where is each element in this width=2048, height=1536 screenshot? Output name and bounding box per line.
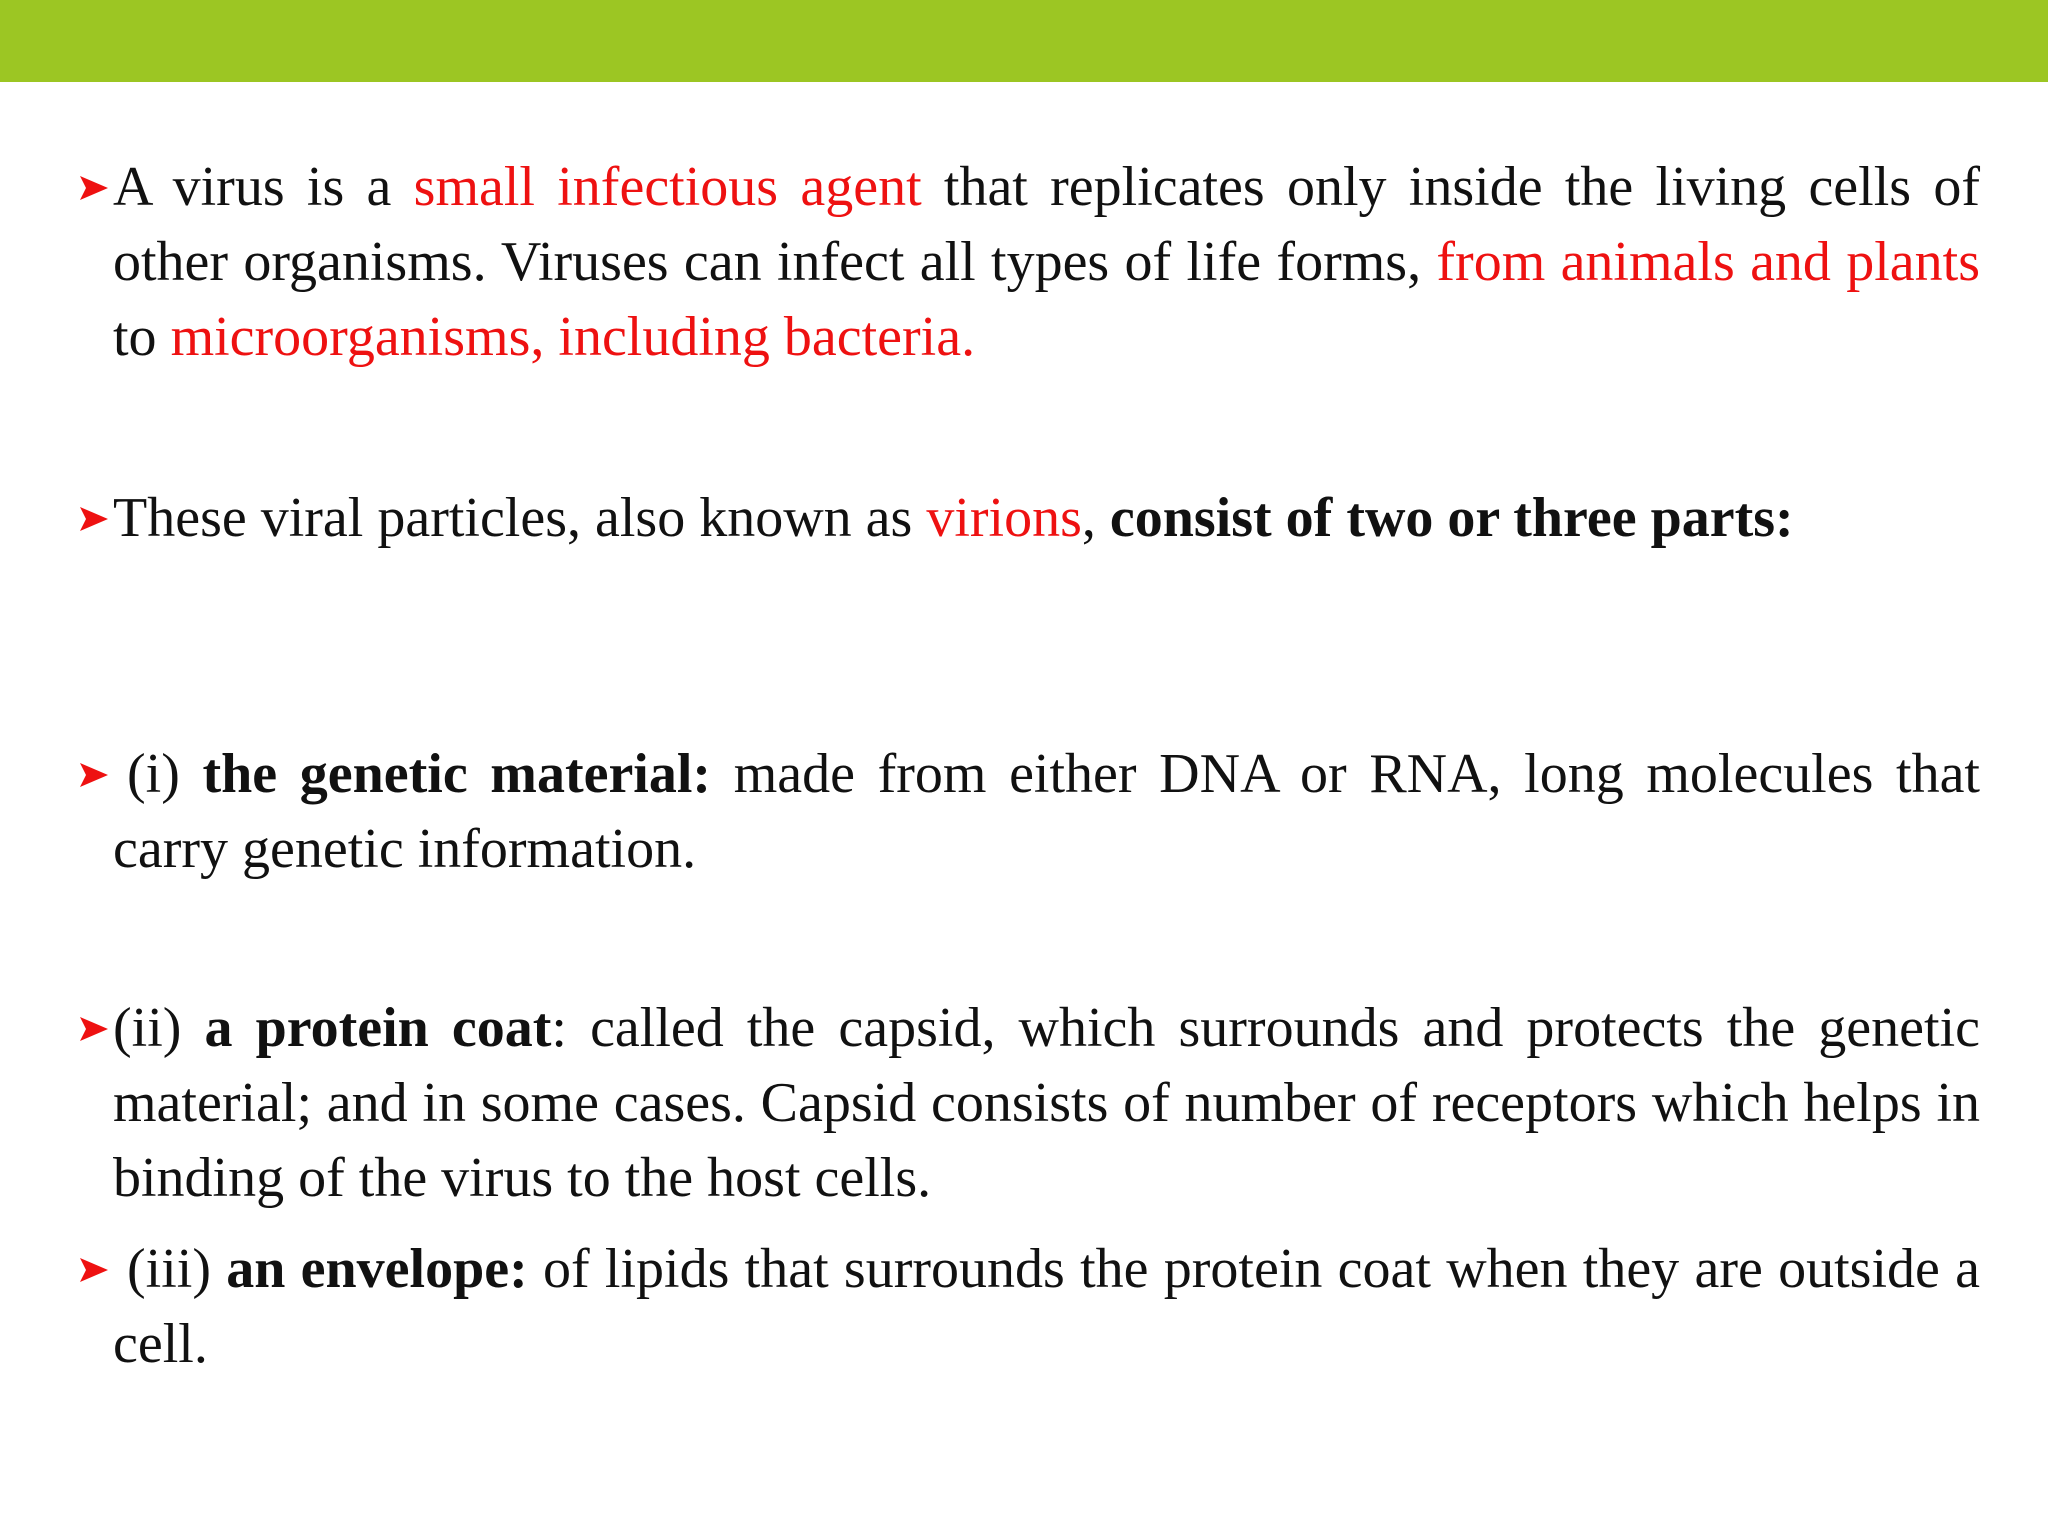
text-segment: to bbox=[113, 306, 171, 368]
text-segment: , bbox=[1081, 487, 1110, 549]
bullet-text bbox=[113, 1232, 1980, 1382]
bold-segment: the genetic material: bbox=[202, 743, 712, 805]
text-segment: (iii) bbox=[127, 1238, 227, 1300]
arrowhead-bullet-icon bbox=[76, 1011, 112, 1047]
text-segment: that replicates only inside the living cells of other organisms. Viruses can infect all types of life forms, bbox=[113, 156, 1980, 293]
text-segment: (ii) bbox=[113, 997, 205, 1059]
arrowhead-bullet-icon bbox=[76, 170, 112, 206]
text-segment: These viral particles, also known as bbox=[113, 487, 927, 549]
arrowhead-bullet-icon bbox=[76, 757, 112, 793]
arrowhead-bullet-icon bbox=[76, 1252, 112, 1288]
highlight-segment: from animals and plants bbox=[1436, 231, 1981, 293]
bullet-text bbox=[113, 737, 1980, 887]
top-accent-bar bbox=[0, 0, 2048, 82]
bold-segment: a protein coat bbox=[204, 997, 552, 1059]
highlight-segment: small infectious agent bbox=[413, 156, 922, 218]
bullet-virus-definition bbox=[76, 150, 1980, 375]
text-segment: made from either DNA or RNA, long molecules that carry genetic information. bbox=[113, 743, 1980, 880]
text-segment: : called the capsid, which surrounds and protects the genetic material; and in some cases. Capsid consists of number of receptors which helps in binding of the virus to the host cells. bbox=[113, 997, 1980, 1209]
bold-segment: an envelope: bbox=[226, 1238, 528, 1300]
text-segment: of lipids that surrounds the protein coat when they are outside a cell. bbox=[113, 1238, 1980, 1375]
bullet-text bbox=[113, 481, 1980, 556]
text-segment: A virus is a bbox=[113, 156, 414, 218]
bold-segment: consist of two or three parts: bbox=[1109, 487, 1794, 549]
bullet-protein-coat bbox=[76, 991, 1980, 1216]
bullet-envelope bbox=[76, 1232, 1980, 1382]
bullet-genetic-material bbox=[76, 737, 1980, 887]
bullet-text bbox=[113, 150, 1980, 375]
highlight-segment: microorganisms, including bacteria. bbox=[170, 306, 976, 368]
highlight-segment: virions bbox=[926, 487, 1082, 549]
text-segment: (i) bbox=[127, 743, 203, 805]
bullet-virions bbox=[76, 481, 1980, 556]
arrowhead-bullet-icon bbox=[76, 501, 112, 537]
bullet-text bbox=[113, 991, 1980, 1216]
